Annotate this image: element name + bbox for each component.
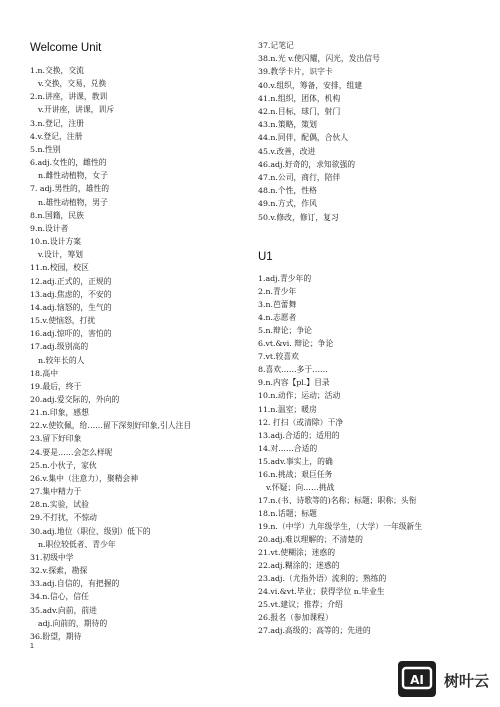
vocab-line: 2.n.青少年	[258, 287, 297, 297]
vocab-line: 31.初级中学	[30, 552, 74, 562]
unit-heading-u1: U1	[258, 251, 273, 263]
vocab-line: 37.记笔记	[258, 41, 294, 50]
vocab-line: 8.喜欢……多于……	[258, 365, 328, 375]
vocab-line: n.较年长的人	[38, 355, 85, 365]
vocab-line: 11.n.校园，校区	[30, 263, 89, 273]
vocab-line: 13.adj.焦虑的，不安的	[30, 289, 112, 299]
vocab-line: 48.n.个性，性格	[258, 186, 317, 196]
vocab-line: 26.报名（参加课程）	[258, 613, 333, 623]
vocab-line: 42.n.目标，球门，射门	[258, 107, 341, 116]
vocab-line: 23.留下好印象	[30, 434, 82, 444]
vocab-line: 20.adj.爱交际的，外向的	[30, 395, 120, 404]
vocab-line: 45.v.改善，改进	[258, 146, 316, 156]
vocab-line: 30.adj.地位（职位、级别）低下的	[30, 526, 151, 536]
vocab-line: 13.adj.合适的；适用的	[258, 430, 340, 440]
vocab-line: v.开讲座，讲课，训斥	[38, 105, 115, 115]
vocab-line: 25.n.小伙子，家伙	[30, 460, 97, 470]
vocab-line: 3.n.芭蕾舞	[258, 300, 297, 310]
vocab-line: 4.n.志愿者	[258, 313, 297, 323]
watermark	[398, 661, 496, 699]
vocab-line: 25.vt.建议；推荐；介绍	[258, 600, 343, 610]
vocab-line: 44.n.同伴，配偶，合伙人	[258, 133, 349, 143]
vocab-line: 19.最后，终于	[30, 381, 82, 391]
vocab-line: 8.n.国籍，民族	[30, 210, 84, 220]
vocab-line: 33.adj.自信的，有把握的	[30, 579, 120, 589]
vocab-line: 46.adj.好奇的，求知欲强的	[258, 159, 356, 169]
vocab-line: 5.n.性别	[30, 144, 61, 154]
vocab-line: 27.adj.高级的；高等的；先进的	[258, 626, 371, 636]
vocab-line: 12. 打扫（或清除）干净	[258, 417, 344, 427]
vocab-line: v.设计，筹划	[38, 250, 83, 260]
vocab-line: 7.vt.较喜欢	[258, 352, 299, 362]
vocab-line: 10.n.设计方案	[30, 237, 82, 247]
vocab-line: 19.n.（中学）九年级学生，（大学）一年级新生	[258, 521, 423, 531]
watermark-logo-text: AI	[410, 673, 424, 687]
vocab-line: 2.n.讲座，讲课，教训	[30, 92, 108, 102]
vocab-line: 21.n.印象，感想	[30, 408, 89, 418]
vocab-line: v.交换，交易，兑换	[38, 79, 107, 89]
vocab-line: 50.v.修改，修订，复习	[258, 212, 339, 222]
vocab-line: 1.adj.青少年的	[258, 274, 312, 283]
vocab-line: 17.adj.级别高的	[30, 342, 89, 352]
vocab-line: 16.adj.惊吓的，害怕的	[30, 329, 112, 339]
vocab-line: 22.v.使钦佩，给……留下深刻好印象,引人注目	[30, 421, 192, 431]
vocab-line: 15.v.使恼怒，打扰	[30, 316, 96, 326]
vocab-line: 35.adv.向前，前进	[30, 605, 97, 615]
vocab-line: 1.n.交换，交流	[30, 66, 84, 75]
vocab-line: 14.adj.恼怒的，生气的	[30, 302, 112, 312]
vocab-line: 4.v.登记，注册	[30, 131, 83, 141]
vocab-line: 27.集中精力于	[30, 487, 82, 497]
vocab-line: 18.n.话题；标题	[258, 508, 317, 518]
vocab-line: 5.n.辩论；争论	[258, 326, 312, 336]
vocab-line: 16.n.挑战；艰巨任务	[258, 469, 333, 479]
vocab-line: 49.n.方式，作风	[258, 199, 317, 209]
vocab-line: 40.v.组织，筹备，安排，组建	[258, 80, 363, 90]
vocab-line: 36.盼望，期待	[30, 631, 82, 641]
vocab-line: 23.adj.（尤指外语）流利的；熟练的	[258, 574, 387, 584]
unit-heading-welcome: Welcome Unit	[30, 42, 102, 54]
vocab-line: 10.n.动作；运动；活动	[258, 391, 341, 401]
vocab-line: 43.n.策略，策划	[258, 120, 317, 130]
vocab-line: 18.高中	[30, 368, 58, 378]
vocab-line: 21.vt.使糊涂；迷惑的	[258, 548, 335, 558]
vocab-line: 24.vi.&vt.毕业；获得学位 n.毕业生	[258, 587, 385, 597]
vocab-line: 34.n.信心，信任	[30, 592, 89, 602]
vocab-line: 41.n.组织，团体，机构	[258, 93, 341, 103]
vocab-line: 26.v.集中（注意力），聚精会神	[30, 473, 139, 483]
vocab-line: 17.n.(书、诗歌等的)名称；标题；职称；头衔	[258, 495, 417, 505]
vocab-line: 14.对……合适的	[258, 443, 318, 453]
vocab-line: 9.n.设计者	[30, 223, 69, 233]
vocab-line: 28.n.实验，试验	[30, 500, 89, 510]
vocab-line: v.怀疑；向……挑战	[266, 482, 335, 492]
vocab-line: 24.要是……会怎么样呢	[30, 447, 113, 457]
vocab-line: 3.n.登记，注册	[30, 118, 84, 128]
vocab-line: 38.n.光 v.使闪耀，闪光，发出信号	[258, 54, 380, 64]
vocab-line: 39.教学卡片，识字卡	[258, 67, 333, 77]
ai-logo-icon	[398, 661, 436, 697]
vocab-line: 12.adj.正式的，正规的	[30, 276, 112, 286]
vocab-line: 47.n.公司，商行，陪伴	[258, 173, 341, 182]
vocab-line: 11.n.温室；暖房	[258, 404, 317, 414]
vocab-line: 9.n.内容【pl.】目录	[258, 378, 330, 388]
vocab-line: 20.adj.难以理解的；不清楚的	[258, 535, 363, 544]
vocab-line: 7. adj.男性的，雄性的	[30, 184, 110, 194]
vocab-line: 22.adj.糊涂的；迷惑的	[258, 561, 340, 571]
vocab-line: n.雌性动植物，女子	[38, 171, 108, 181]
vocab-line: 32.v.探索，勘探	[30, 566, 88, 576]
page-number: 1	[30, 643, 34, 650]
watermark-logo	[398, 661, 436, 697]
vocab-line: 15.adv.事实上，的确	[258, 456, 333, 466]
vocab-line: n.雄性动植物，男子	[38, 197, 108, 207]
vocab-line: 29.不打扰，不惊动	[30, 513, 97, 523]
vocab-line: 6.adj.女性的，雌性的	[30, 158, 107, 168]
vocab-line: 6.vt.&vi. 辩论；争论	[258, 339, 334, 349]
watermark-brand: 树叶云	[444, 672, 490, 690]
vocab-line: adj.向前的，期待的	[38, 618, 108, 628]
vocab-line: n.职位较低者、青少年	[38, 539, 116, 549]
